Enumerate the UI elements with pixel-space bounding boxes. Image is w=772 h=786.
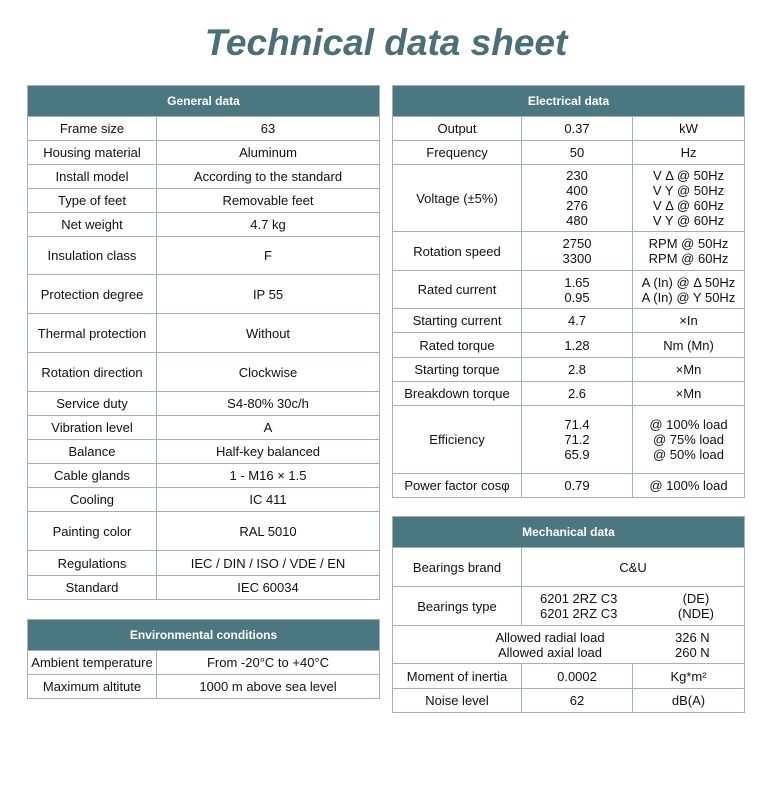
power-factor-value: 0.79: [522, 474, 633, 498]
rated-current-unit: A (In) @ Y 50Hz: [641, 289, 736, 305]
voltage-unit: V Δ @ 60Hz: [652, 198, 725, 213]
vibration-level-value: A: [157, 416, 380, 440]
balance-label: Balance: [28, 440, 157, 464]
efficiency-label: Efficiency: [393, 406, 522, 474]
voltage-value: 276: [566, 198, 588, 213]
allowed-loads-cell: [393, 626, 745, 664]
bearings-brand-label: Bearings brand: [393, 548, 522, 587]
voltage-unit: V Y @ 50Hz: [652, 183, 725, 198]
electrical-data-header: Electrical data: [393, 86, 745, 117]
moment-of-inertia-value: 0.0002: [522, 664, 633, 689]
protection-degree-label: Protection degree: [28, 275, 157, 314]
voltage-units: [633, 165, 745, 232]
output-unit: kW: [633, 117, 745, 141]
voltage-unit: V Y @ 60Hz: [652, 213, 725, 228]
net-weight-label: Net weight: [28, 213, 157, 237]
insulation-class-value: F: [157, 237, 380, 275]
vibration-level-label: Vibration level: [28, 416, 157, 440]
standard-label: Standard: [28, 576, 157, 600]
service-duty-label: Service duty: [28, 392, 157, 416]
frequency-label: Frequency: [393, 141, 522, 165]
breakdown-torque-label: Breakdown torque: [393, 382, 522, 406]
cable-glands-value: 1 - M16 × 1.5: [157, 464, 380, 488]
moment-of-inertia-label: Moment of inertia: [393, 664, 522, 689]
noise-level-value: 62: [522, 689, 633, 713]
balance-value: Half-key balanced: [157, 440, 380, 464]
breakdown-torque-unit: ×Mn: [633, 382, 745, 406]
painting-color-value: RAL 5010: [157, 512, 380, 551]
rated-torque-value: 1.28: [522, 333, 633, 358]
efficiency-value: 71.2: [564, 432, 590, 447]
allowed-radial-load-label: Allowed radial load: [495, 629, 605, 645]
bearings-type-value: 6201 2RZ C3: [540, 606, 618, 621]
general-data-header: General data: [28, 86, 380, 117]
noise-level-label: Noise level: [393, 689, 522, 713]
starting-current-value: 4.7: [522, 309, 633, 333]
bearings-type-value: 6201 2RZ C3: [540, 591, 618, 606]
efficiency-unit: @ 50% load: [652, 447, 725, 462]
bearings-type-unit: (NDE): [677, 606, 714, 621]
efficiency-unit: @ 75% load: [652, 432, 725, 447]
rated-current-unit: A (In) @ Δ 50Hz: [641, 274, 736, 290]
rated-torque-label: Rated torque: [393, 333, 522, 358]
output-label: Output: [393, 117, 522, 141]
voltage-value: 480: [566, 213, 588, 228]
rotation-speed-unit: RPM @ 50Hz: [648, 236, 729, 251]
regulations-label: Regulations: [28, 551, 157, 576]
frequency-value: 50: [522, 141, 633, 165]
starting-torque-unit: ×Mn: [633, 358, 745, 382]
type-of-feet-label: Type of feet: [28, 189, 157, 213]
cooling-label: Cooling: [28, 488, 157, 512]
cable-glands-label: Cable glands: [28, 464, 157, 488]
protection-degree-value: IP 55: [157, 275, 380, 314]
maximum-altitude-value: 1000 m above sea level: [157, 675, 380, 699]
starting-current-label: Starting current: [393, 309, 522, 333]
page-title: Technical data sheet: [204, 22, 568, 63]
environmental-conditions-table: [27, 619, 380, 699]
housing-material-label: Housing material: [28, 141, 157, 165]
rotation-speed-values: [522, 232, 633, 271]
rotation-direction-value: Clockwise: [157, 353, 380, 392]
rotation-direction-label: Rotation direction: [28, 353, 157, 392]
net-weight-value: 4.7 kg: [157, 213, 380, 237]
starting-current-unit: ×In: [633, 309, 745, 333]
efficiency-units: [633, 406, 745, 474]
maximum-altitude-label: Maximum altitute: [28, 675, 157, 699]
allowed-axial-load-value: 260 N: [675, 644, 710, 660]
rated-current-label: Rated current: [393, 271, 522, 309]
voltage-value: 230: [566, 168, 588, 183]
standard-value: IEC 60034: [157, 576, 380, 600]
cooling-value: IC 411: [157, 488, 380, 512]
rated-current-value: 1.65: [564, 274, 590, 290]
starting-torque-label: Starting torque: [393, 358, 522, 382]
power-factor-label: Power factor cosφ: [393, 474, 522, 498]
power-factor-unit: @ 100% load: [633, 474, 745, 498]
rotation-speed-units: [633, 232, 745, 271]
rotation-speed-value: 3300: [562, 251, 592, 266]
service-duty-value: S4-80% 30c/h: [157, 392, 380, 416]
insulation-class-label: Insulation class: [28, 237, 157, 275]
starting-torque-value: 2.8: [522, 358, 633, 382]
rated-current-values: [522, 271, 633, 309]
frame-size-value: 63: [157, 117, 380, 141]
efficiency-value: 71.4: [564, 417, 590, 432]
mechanical-data-header: Mechanical data: [393, 517, 745, 548]
environmental-header: Environmental conditions: [28, 620, 380, 651]
voltage-label: Voltage (±5%): [393, 165, 522, 232]
mechanical-data-table: [392, 516, 745, 713]
voltage-values: [522, 165, 633, 232]
rated-torque-unit: Nm (Mn): [633, 333, 745, 358]
efficiency-values: [522, 406, 633, 474]
noise-level-unit: dB(A): [633, 689, 745, 713]
rotation-speed-label: Rotation speed: [393, 232, 522, 271]
output-value: 0.37: [522, 117, 633, 141]
efficiency-value: 65.9: [564, 447, 590, 462]
voltage-unit: V Δ @ 50Hz: [652, 168, 725, 183]
general-data-table: [27, 85, 380, 600]
efficiency-unit: @ 100% load: [649, 417, 728, 432]
type-of-feet-value: Removable feet: [157, 189, 380, 213]
frequency-unit: Hz: [633, 141, 745, 165]
regulations-value: IEC / DIN / ISO / VDE / EN: [157, 551, 380, 576]
rated-current-value: 0.95: [564, 289, 590, 305]
voltage-value: 400: [566, 183, 588, 198]
bearings-type-unit: (DE): [682, 591, 710, 606]
moment-of-inertia-unit: Kg*m²: [633, 664, 745, 689]
allowed-axial-load-label: Allowed axial load: [497, 644, 603, 660]
bearings-brand-value: C&U: [522, 548, 745, 587]
ambient-temperature-value: From -20°C to +40°C: [157, 651, 380, 675]
bearings-type-label: Bearings type: [393, 587, 522, 626]
breakdown-torque-value: 2.6: [522, 382, 633, 406]
frame-size-label: Frame size: [28, 117, 157, 141]
rotation-speed-unit: RPM @ 60Hz: [648, 251, 729, 266]
bearings-type-cell: [522, 587, 745, 626]
electrical-data-table: [392, 85, 745, 498]
painting-color-label: Painting color: [28, 512, 157, 551]
thermal-protection-value: Without: [157, 314, 380, 353]
thermal-protection-label: Thermal protection: [28, 314, 157, 353]
housing-material-value: Aluminum: [157, 141, 380, 165]
rated-current-units: [633, 271, 745, 309]
install-model-label: Install model: [28, 165, 157, 189]
ambient-temperature-label: Ambient temperature: [28, 651, 157, 675]
install-model-value: According to the standard: [157, 165, 380, 189]
rotation-speed-value: 2750: [562, 236, 592, 251]
allowed-radial-load-value: 326 N: [675, 629, 710, 645]
